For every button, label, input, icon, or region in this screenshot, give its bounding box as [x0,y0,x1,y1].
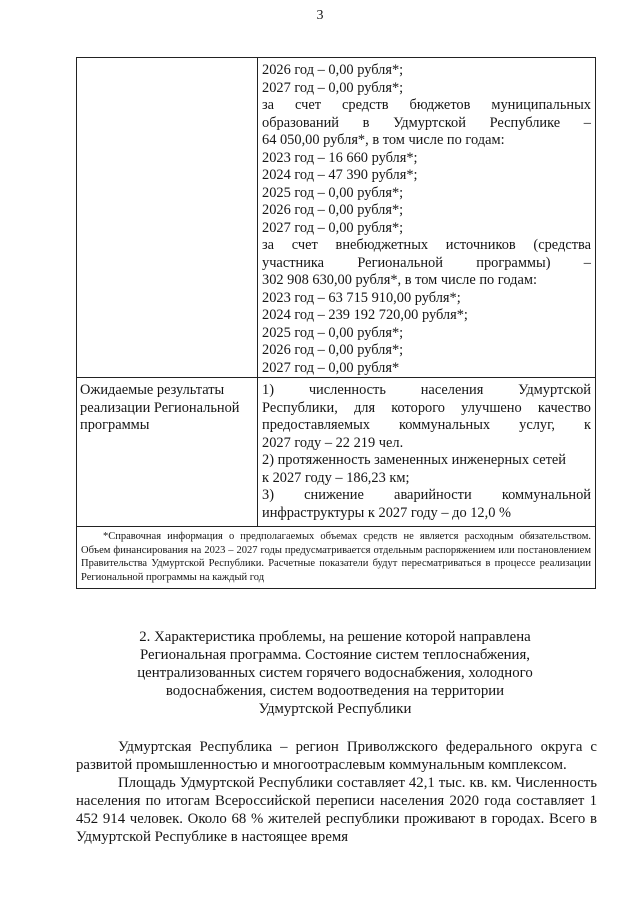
passport-table [76,57,596,589]
funding-line: образований в Удмуртской Республике – [262,114,591,131]
page-number: 3 [316,8,324,23]
footnote-row [77,526,595,588]
funding-line: 2026 год – 0,00 рубля*; [262,202,404,218]
heading-line: 2. Характеристика проблемы, на решение которой направлена [139,629,531,645]
result-line: Республики, для которого улучшено качество [262,399,591,416]
result-line: 1) численность населения Удмуртской [262,382,591,398]
funding-cell [258,58,595,377]
funding-line: 2026 год – 0,00 рубля*; [262,342,404,358]
funding-line: 2026 год – 0,00 рубля*; [262,62,404,78]
results-cell [258,378,595,526]
body-text [76,738,597,846]
footnote [77,527,595,588]
result-line: 3) снижение аварийности коммунальной [262,487,591,503]
result-line: предоставляемых коммунальных услуг, к [262,417,591,433]
footnote-text: *Справочная информация о предполагаемых объемах средств не является расходным обязательством. Объем финансирования на 2023 – 2027 годы предусматривается отдельным распоряжением или постановлением Правительства Удмуртской Республики. Расчетные показатели будут пересматриваться в процессе реализации Региональной программы на каждый год [81,531,591,583]
heading-line: водоснабжения, систем водоотведения на территории [165,683,505,699]
results-row [77,377,595,526]
funding-line: за счет средств бюджетов муниципальных [262,97,591,113]
funding-line: 2023 год – 63 715 910,00 рубля*; [262,289,461,306]
funding-line: 2023 год – 16 660 рубля*; [262,149,418,166]
heading-line: Региональная программа. Состояние систем теплоснабжения, [140,647,530,663]
result-line: 2027 году – 22 219 чел. [262,434,404,451]
result-line: 2) протяженность замененных инженерных сетей [262,452,566,468]
result-line: инфраструктуры к 2027 году – до 12,0 % [262,504,512,521]
funding-line: 2027 год – 0,00 рубля*; [262,79,404,96]
results-label: Ожидаемые результаты реализации Региональной программы [77,378,258,526]
funding-label-cell [77,58,258,377]
funding-line: 2025 год – 0,00 рубля*; [262,184,404,201]
paragraph: Удмуртская Республика – регион Приволжского федерального округа с развитой промышленностью и многоотраслевым коммунальным комплексом. [76,739,597,773]
funding-line: 302 908 630,00 рубля*, в том числе по годам: [262,272,537,288]
funding-line: 2024 год – 239 192 720,00 рубля*; [262,307,468,323]
funding-line: участника Региональной программы) – [262,254,591,271]
funding-line: 2027 год – 0,00 рубля*; [262,219,404,236]
result-line: к 2027 году – 186,23 км; [262,469,410,486]
heading-line: Удмуртской Республики [258,701,412,717]
paragraph: Площадь Удмуртской Республики составляет 42,1 тыс. кв. км. Численность населения по итогам Всероссийской переписи населения 2020 года составляет 1 452 914 человек. Около 68 % жителей республики проживают в городах. Всего в Удмуртской Республике в настоящее время [76,775,597,845]
funding-line: 64 050,00 рубля*, в том числе по годам: [262,132,505,148]
funding-line: 2027 год – 0,00 рубля* [262,359,400,376]
section-heading [70,628,600,718]
funding-line: 2025 год – 0,00 рубля*; [262,324,404,341]
heading-line: централизованных систем горячего водоснабжения, холодного [137,665,533,681]
funding-line: за счет внебюджетных источников (средства [262,237,591,253]
funding-row [77,58,595,377]
funding-line: 2024 год – 47 390 рубля*; [262,167,418,183]
